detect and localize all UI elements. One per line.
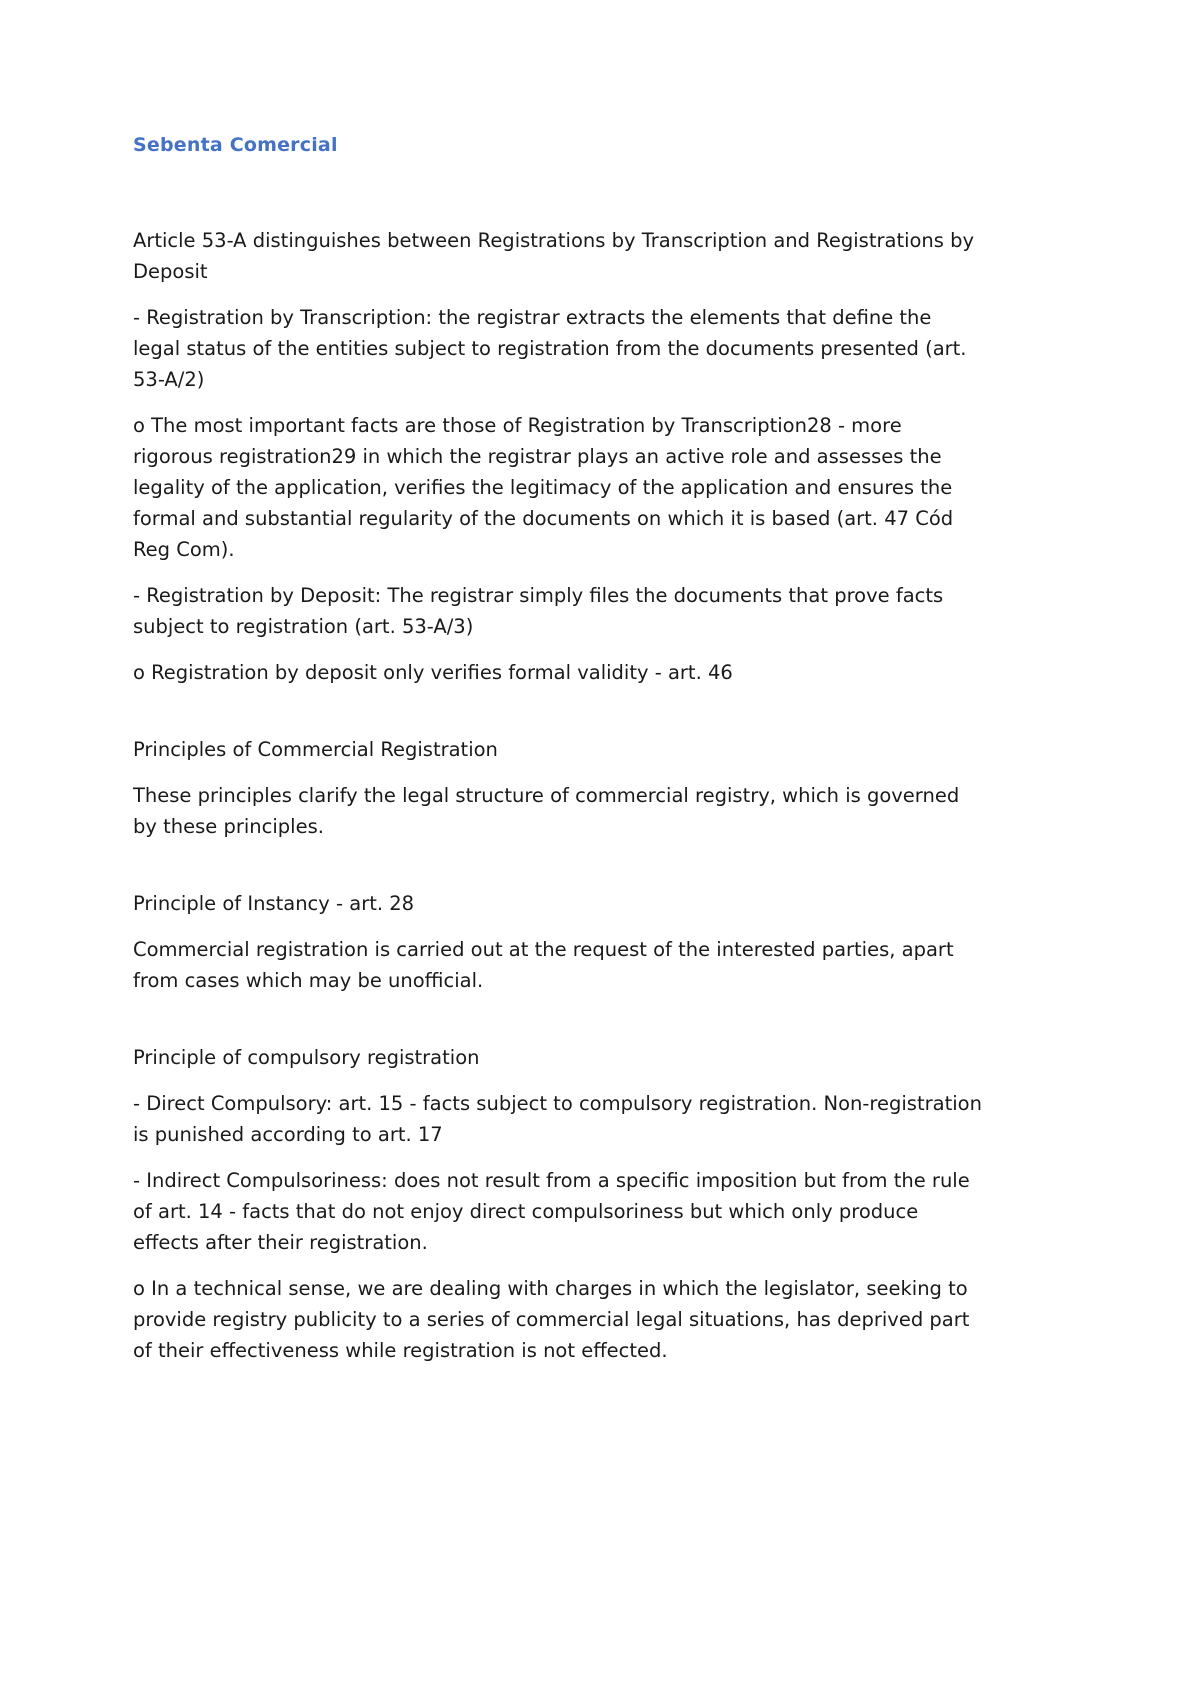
paragraph-instancy-description: Commercial registration is carried out at the request of the interested parties, apart from cases which may be unofficial. bbox=[133, 938, 954, 992]
paragraph-registration-by-transcription: - Registration by Transcription: the registrar extracts the elements that define the legal status of the entities subject to registration from the documents presented (art. 53-A/2) bbox=[133, 306, 967, 391]
paragraph-transcription-details: o The most important facts are those of Registration by Transcription28 - more rigorous registration29 in which the registrar plays an active role and assesses the legality of the application, verifies the legitimacy of the application and ensures the formal and substantial regularity of the documents on which it is based (art. 47 Cód Reg Com). bbox=[133, 414, 954, 561]
paragraph-direct-compulsory: - Direct Compulsory: art. 15 - facts subject to compulsory registration. Non-registration is punished according to art. 17 bbox=[133, 1092, 982, 1146]
paragraph-indirect-compulsoriness: - Indirect Compulsoriness: does not result from a specific imposition but from the rule of art. 14 - facts that do not enjoy direct compulsoriness but which only produce effects after their registration. bbox=[133, 1169, 970, 1254]
heading-principles-commercial-registration: Principles of Commercial Registration bbox=[133, 738, 498, 761]
paragraph-deposit-validity: o Registration by deposit only verifies formal validity - art. 46 bbox=[133, 661, 733, 684]
heading-principle-compulsory-registration: Principle of compulsory registration bbox=[133, 1046, 480, 1069]
document-title: Sebenta Comercial bbox=[133, 134, 338, 156]
paragraph-principles-description: These principles clarify the legal structure of commercial registry, which is governed by these principles. bbox=[133, 784, 960, 838]
document-body bbox=[133, 225, 983, 1381]
heading-principle-instancy: Principle of Instancy - art. 28 bbox=[133, 892, 415, 915]
paragraph-article-53a: Article 53-A distinguishes between Registrations by Transcription and Registrations by Deposit bbox=[133, 229, 975, 283]
paragraph-technical-sense: o In a technical sense, we are dealing with charges in which the legislator, seeking to provide registry publicity to a series of commercial legal situations, has deprived part of their effectiveness while registration is not effected. bbox=[133, 1277, 970, 1362]
paragraph-registration-by-deposit: - Registration by Deposit: The registrar simply files the documents that prove facts subject to registration (art. 53-A/3) bbox=[133, 584, 944, 638]
